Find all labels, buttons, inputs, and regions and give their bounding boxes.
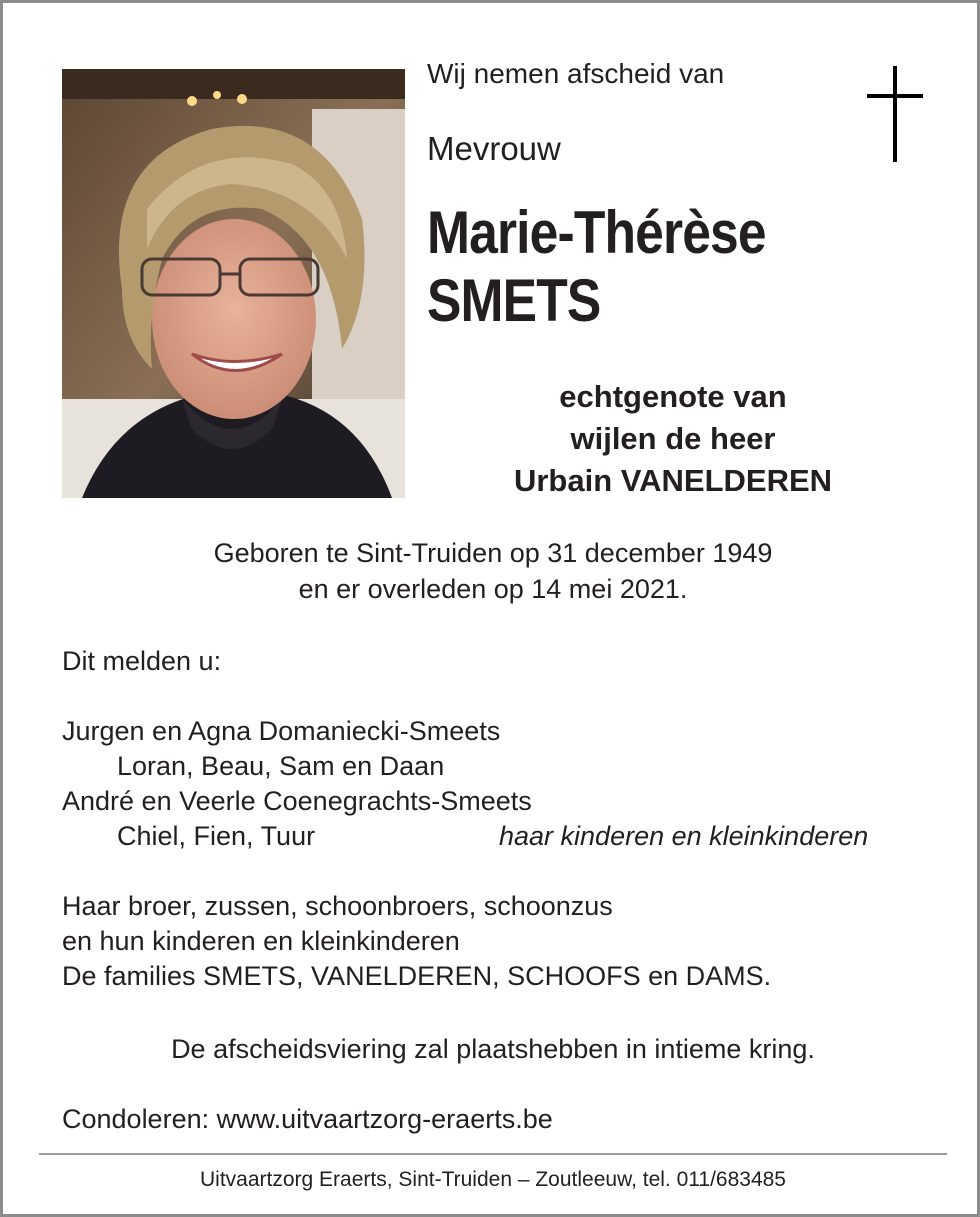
honorific: Mevrouw [427, 130, 561, 167]
condolence-link[interactable]: Condoleren: www.uitvaartzorg-eraerts.be [62, 1104, 553, 1134]
last-name: SMETS [427, 267, 601, 334]
spouse-line: Urbain VANELDEREN [513, 463, 833, 498]
birth-death-block [3, 535, 980, 607]
ceremony-text: De afscheidsviering zal plaatshebben in intieme kring. [171, 1034, 815, 1064]
portrait-photo [62, 69, 405, 498]
relatives-line: Haar broer, zussen, schoonbroers, schoonzus [62, 891, 613, 921]
spouse-line: echtgenote van [559, 379, 787, 414]
relatives-line: De families SMETS, VANELDEREN, SCHOOFS en DAMS. [62, 961, 772, 991]
family-line: Jurgen en Agna Domaniecki-Smeets [62, 716, 501, 746]
spouse-block [473, 376, 873, 502]
footer-text: Uitvaartzorg Eraerts, Sint-Truiden – Zoutleeuw, tel. 011/683485 [200, 1168, 786, 1191]
cross-icon [867, 66, 923, 162]
divider [39, 1153, 947, 1155]
spouse-line: wijlen de heer [570, 421, 776, 456]
family-role: haar kinderen en kleinkinderen [499, 821, 869, 851]
intro-text: Wij nemen afscheid van [427, 58, 725, 89]
family-line: Loran, Beau, Sam en Daan [117, 751, 445, 781]
first-name: Marie-Thérèse [427, 199, 766, 266]
announce-text: Dit melden u: [62, 646, 222, 676]
family-line: André en Veerle Coenegrachts-Smeets [62, 786, 532, 816]
family-line: Chiel, Fien, Tuur [117, 821, 316, 851]
relatives-line: en hun kinderen en kleinkinderen [62, 926, 460, 956]
birth-line: Geboren te Sint-Truiden op 31 december 1949 [213, 538, 773, 568]
deceased-name [427, 199, 766, 335]
death-line: en er overleden op 14 mei 2021. [298, 574, 688, 604]
